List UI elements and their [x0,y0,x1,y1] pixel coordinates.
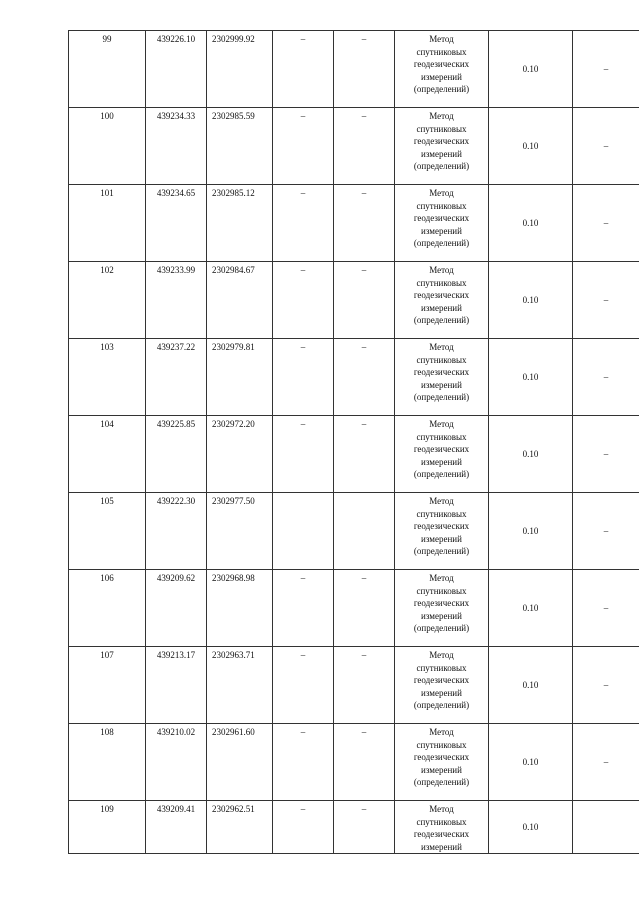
point-number-cell: 108 [69,724,146,801]
method-text-line: Метод [429,265,454,275]
method-cell [395,416,489,493]
extra-value-2-cell: – [334,31,395,108]
extra-value-1-cell: – [273,339,334,416]
method-text-line: (определений) [413,700,470,711]
method-text-line: измерений [421,610,462,621]
method-text-line: измерений [421,533,462,544]
extra-value-2-cell: – [334,570,395,647]
method-text-line: измерений [421,456,462,467]
method-text-line: Метод [429,342,454,352]
accuracy-cell: 0.10 [489,801,573,854]
extra-value-1-cell: – [273,185,334,262]
method-text-line: спутниковых [416,662,467,673]
y-coordinate-cell: 2302984.67 [207,262,273,339]
method-text-line: спутниковых [416,585,467,596]
point-number-cell: 105 [69,493,146,570]
method-text-line: геодезических [413,290,470,301]
point-number-cell: 109 [69,801,146,854]
table-row [69,647,640,724]
note-cell: – [573,416,640,493]
extra-value-1-cell: – [273,262,334,339]
method-text-line: измерений [421,379,462,390]
method-text-line: спутниковых [416,508,467,519]
method-text-line: Метод [429,188,454,198]
point-number-cell: 101 [69,185,146,262]
method-cell [395,339,489,416]
method-text-line: спутниковых [416,739,467,750]
method-cell [395,185,489,262]
method-cell [395,724,489,801]
table-row [69,801,640,854]
method-text-line: Метод [429,573,454,583]
method-cell [395,647,489,724]
accuracy-cell: 0.10 [489,570,573,647]
method-text-line: измерений [421,764,462,775]
extra-value-1-cell: – [273,108,334,185]
extra-value-1-cell: – [273,724,334,801]
accuracy-cell: 0.10 [489,31,573,108]
point-number-cell: 99 [69,31,146,108]
extra-value-2-cell: – [334,185,395,262]
coordinates-table [68,30,639,854]
extra-value-1-cell: – [273,801,334,854]
extra-value-2-cell: – [334,647,395,724]
method-text-line: измерений [421,71,462,82]
method-text-line: Метод [429,34,454,44]
method-text-line: (определений) [413,623,470,634]
table-row [69,108,640,185]
y-coordinate-cell: 2302962.51 [207,801,273,854]
method-text-line: измерений [421,148,462,159]
y-coordinate-cell: 2302961.60 [207,724,273,801]
method-text-line: геодезических [413,829,470,840]
table-row [69,416,640,493]
table-row [69,31,640,108]
method-cell [395,570,489,647]
y-coordinate-cell: 2302977.50 [207,493,273,570]
method-text-line: геодезических [413,59,470,70]
x-coordinate-cell: 439233.99 [146,262,207,339]
extra-value-2-cell: – [334,724,395,801]
extra-value-1-cell [273,493,334,570]
method-text-line: спутниковых [416,816,467,827]
y-coordinate-cell: 2302963.71 [207,647,273,724]
method-text-line: (определений) [413,392,470,403]
extra-value-1-cell: – [273,570,334,647]
y-coordinate-cell: 2302968.98 [207,570,273,647]
x-coordinate-cell: 439237.22 [146,339,207,416]
accuracy-cell: 0.10 [489,724,573,801]
method-text-line: спутниковых [416,200,467,211]
method-text-line: Метод [429,419,454,429]
accuracy-cell: 0.10 [489,262,573,339]
note-cell: – [573,31,640,108]
note-cell: – [573,108,640,185]
method-text-line: спутниковых [416,46,467,57]
extra-value-2-cell: – [334,416,395,493]
table-row [69,185,640,262]
point-number-cell: 106 [69,570,146,647]
coordinates-table-body [69,31,640,854]
method-text-line: измерений [421,687,462,698]
accuracy-cell: 0.10 [489,493,573,570]
method-cell [395,801,489,854]
point-number-cell: 104 [69,416,146,493]
extra-value-2-cell: – [334,108,395,185]
point-number-cell: 102 [69,262,146,339]
y-coordinate-cell: 2302985.12 [207,185,273,262]
extra-value-1-cell: – [273,31,334,108]
table-row [69,570,640,647]
method-text-line: (определений) [413,161,470,172]
accuracy-cell: 0.10 [489,416,573,493]
accuracy-cell: 0.10 [489,339,573,416]
note-cell: – [573,570,640,647]
method-text-line: геодезических [413,367,470,378]
x-coordinate-cell: 439209.62 [146,570,207,647]
method-cell [395,31,489,108]
method-text-line: геодезических [413,136,470,147]
method-text-line: Метод [429,727,454,737]
method-text-line: Метод [429,496,454,506]
method-cell [395,108,489,185]
method-text-line: Метод [429,650,454,660]
x-coordinate-cell: 439234.65 [146,185,207,262]
method-text-line: геодезических [413,213,470,224]
x-coordinate-cell: 439226.10 [146,31,207,108]
extra-value-2-cell: – [334,262,395,339]
note-cell: – [573,493,640,570]
note-cell: – [573,647,640,724]
x-coordinate-cell: 439225.85 [146,416,207,493]
x-coordinate-cell: 439213.17 [146,647,207,724]
extra-value-1-cell: – [273,647,334,724]
y-coordinate-cell: 2302999.92 [207,31,273,108]
method-text-line: геодезических [413,598,470,609]
y-coordinate-cell: 2302985.59 [207,108,273,185]
method-text-line: (определений) [413,546,470,557]
method-text-line: спутниковых [416,431,467,442]
method-text-line: измерений [421,302,462,313]
method-text-line: Метод [429,804,454,814]
method-text-line: (определений) [413,777,470,788]
method-text-line: геодезических [413,521,470,532]
note-cell: – [573,724,640,801]
table-row [69,724,640,801]
table-row [69,339,640,416]
point-number-cell: 103 [69,339,146,416]
method-text-line: геодезических [413,675,470,686]
extra-value-2-cell: – [334,801,395,854]
method-text-line: измерений [421,225,462,236]
y-coordinate-cell: 2302972.20 [207,416,273,493]
note-cell: – [573,339,640,416]
table-row [69,493,640,570]
extra-value-2-cell: – [334,339,395,416]
note-cell: – [573,262,640,339]
accuracy-cell: 0.10 [489,108,573,185]
x-coordinate-cell: 439210.02 [146,724,207,801]
method-text-line: геодезических [413,444,470,455]
method-text-line: (определений) [413,315,470,326]
method-text-line: Метод [429,111,454,121]
accuracy-cell: 0.10 [489,647,573,724]
extra-value-1-cell: – [273,416,334,493]
method-text-line: геодезических [413,752,470,763]
table-row [69,262,640,339]
point-number-cell: 100 [69,108,146,185]
method-text-line: (определений) [413,84,470,95]
method-cell [395,262,489,339]
y-coordinate-cell: 2302979.81 [207,339,273,416]
method-cell [395,493,489,570]
point-number-cell: 107 [69,647,146,724]
x-coordinate-cell: 439234.33 [146,108,207,185]
method-text-line: спутниковых [416,354,467,365]
extra-value-2-cell [334,493,395,570]
method-text-line: измерений [421,841,462,852]
accuracy-cell: 0.10 [489,185,573,262]
method-text-line: спутниковых [416,277,467,288]
note-cell: – [573,185,640,262]
x-coordinate-cell: 439209.41 [146,801,207,854]
method-text-line: (определений) [413,469,470,480]
method-text-line: спутниковых [416,123,467,134]
method-text-line: (определений) [413,238,470,249]
x-coordinate-cell: 439222.30 [146,493,207,570]
note-cell [573,801,640,854]
